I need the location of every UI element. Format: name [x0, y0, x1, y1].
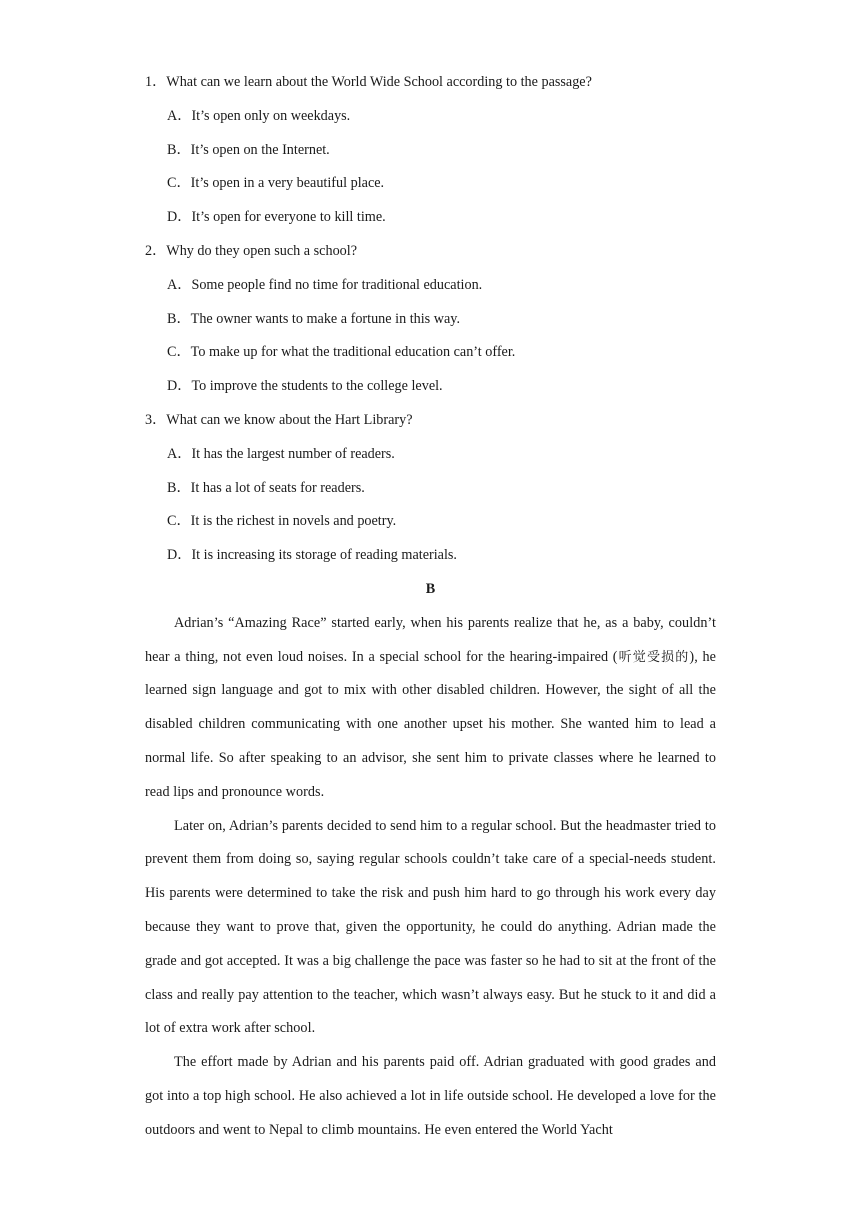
paragraph-text: Adrian’s “Amazing Race” started early, when his parents realize that he, as a baby, couldn’t hear a thing, not even loud noises. In a special school for the hearing-impaired ( [145, 614, 716, 665]
option-text: To improve the students to the college level. [191, 378, 443, 395]
option-letter: D． [167, 378, 192, 395]
option-letter: A． [167, 276, 192, 293]
section-title: B [425, 580, 436, 597]
option-b [145, 134, 716, 168]
option-text: Some people find no time for traditional education. [191, 276, 483, 293]
option-c [145, 336, 716, 370]
option-text: To make up for what the traditional education can’t offer. [190, 344, 516, 361]
option-letter: D． [167, 209, 192, 226]
question-text: What can we learn about the World Wide School according to the passage? [166, 74, 592, 90]
option-a [145, 100, 716, 134]
paragraph-1 [145, 607, 716, 810]
option-text: It’s open on the Internet. [190, 141, 330, 158]
option-text: It has the largest number of readers. [191, 445, 395, 462]
option-d [145, 539, 716, 573]
question-stem [145, 66, 716, 100]
option-c [145, 505, 716, 539]
question-3 [145, 404, 716, 573]
question-1 [145, 66, 716, 235]
question-2 [145, 235, 716, 404]
option-b [145, 303, 716, 337]
option-b [145, 472, 716, 506]
option-a [145, 269, 716, 303]
option-a [145, 438, 716, 472]
option-letter: A． [167, 107, 192, 124]
question-number: 1． [145, 74, 167, 90]
page-content [145, 66, 716, 1148]
paragraph-3: The effort made by Adrian and his parents paid off. Adrian graduated with good grades and got into a top high school. He also achieved a lot in life outside school. He developed a love for the outdoors and went to Nepal to climb mountains. He even entered the World Yacht [145, 1054, 716, 1138]
option-letter: A． [167, 445, 192, 462]
question-text: Why do they open such a school? [166, 242, 357, 259]
option-text: It’s open only on weekdays. [191, 107, 351, 124]
option-c [145, 167, 716, 201]
question-number: 2． [145, 242, 167, 259]
chinese-gloss: 听觉受损的 [617, 649, 690, 665]
option-text: The owner wants to make a fortune in this way. [190, 310, 461, 327]
option-letter: B． [167, 310, 191, 327]
question-stem [145, 404, 716, 438]
option-d [145, 201, 716, 235]
option-letter: C． [167, 175, 191, 192]
question-text: What can we know about the Hart Library? [166, 411, 413, 428]
option-letter: B． [167, 479, 191, 496]
option-letter: D． [167, 547, 192, 564]
option-text: It’s open in a very beautiful place. [190, 175, 385, 192]
option-d [145, 370, 716, 404]
option-text: It is the richest in novels and poetry. [190, 513, 397, 530]
option-letter: C． [167, 344, 191, 361]
question-number: 3． [145, 411, 167, 428]
option-letter: C． [167, 513, 191, 530]
question-stem [145, 235, 716, 269]
option-text: It is increasing its storage of reading materials. [191, 547, 457, 564]
paragraph-2: Later on, Adrian’s parents decided to send him to a regular school. But the headmaster tried to prevent them from doing so, saying regular schools couldn’t take care of a special-needs student. His parents were determined to take the risk and push him hard to go through his work every day because they want to prove that, given the opportunity, he could do anything. Adrian made the grade and got accepted. It was a big challenge the pace was faster so he had to sit at the front of the class and really pay attention to the teacher, which wasn’t always easy. But he stuck to it and did a lot of extra work after school. [145, 817, 716, 1037]
paragraph-text: ), he learned sign language and got to mix with other disabled children. However, the sight of all the disabled children communicating with one another upset his mother. She wanted him to lead a normal life. So after speaking to an advisor, she sent him to private classes where he learned to read lips and pronounce words. [145, 648, 716, 800]
option-letter: B． [167, 141, 191, 158]
option-text: It’s open for everyone to kill time. [191, 209, 386, 226]
option-text: It has a lot of seats for readers. [190, 479, 365, 496]
